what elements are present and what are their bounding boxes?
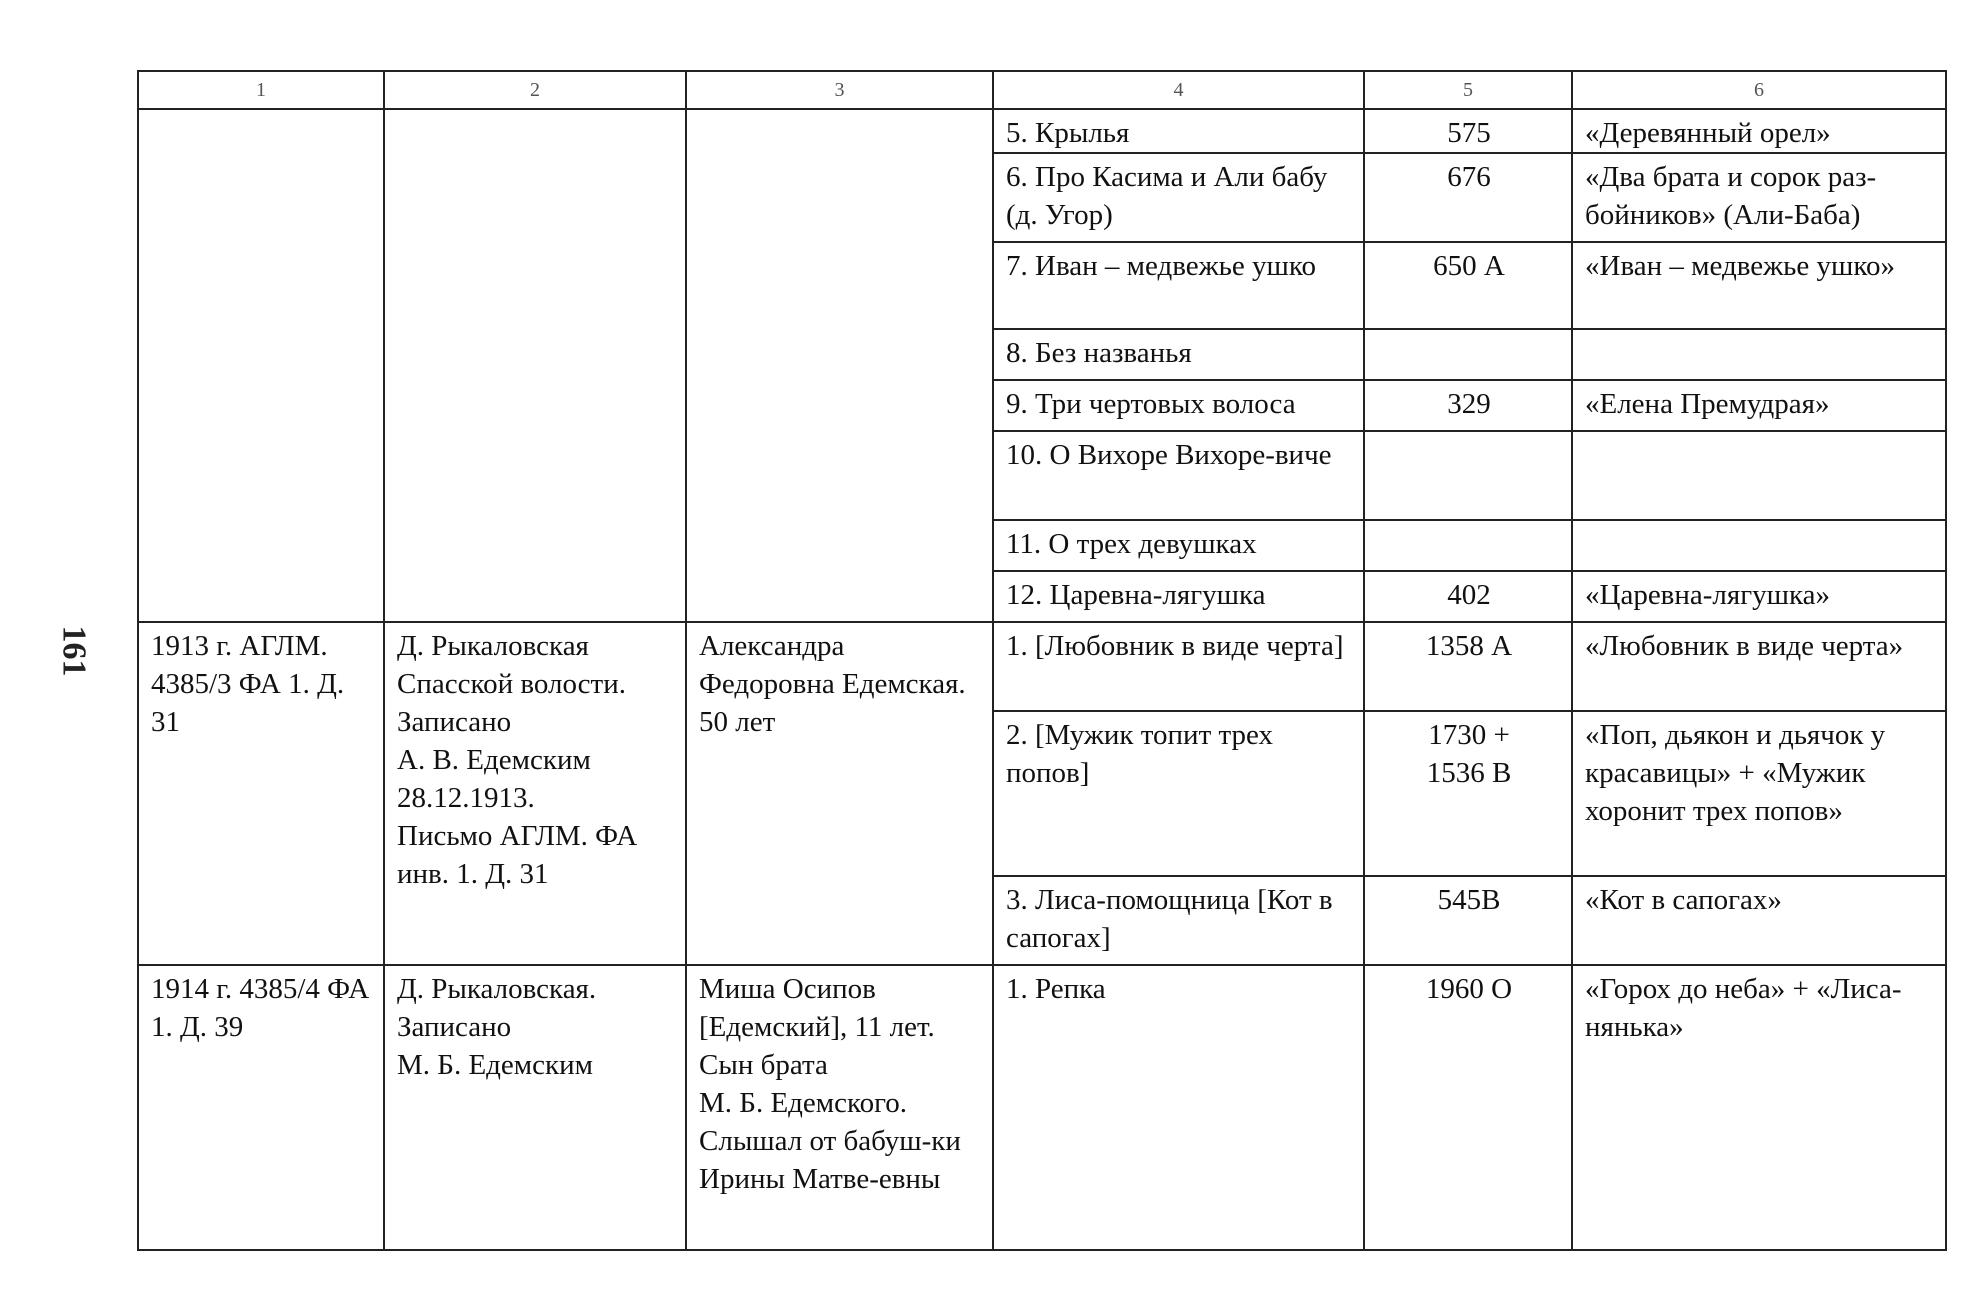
tale-analog: «Елена Премудрая» — [1572, 380, 1946, 431]
tale-analog: «Любовник в виде черта» — [1572, 622, 1946, 711]
tale-type: 402 — [1364, 571, 1572, 622]
tale-title: 3. Лиса-помощница [Кот в сапогах] — [993, 876, 1364, 965]
tale-type: 650 А — [1364, 242, 1572, 329]
tale-title: 6. Про Касима и Али бабу (д. Угор) — [993, 153, 1364, 242]
table-row — [138, 622, 1946, 711]
record-col2 — [384, 109, 686, 622]
record-col3: Александра Федоровна Едемская. 50 лет — [686, 622, 993, 965]
record-col2: Д. Рыкаловская. Записано М. Б. Едемским — [384, 965, 686, 1250]
tale-analog: «Иван – медвежье ушко» — [1572, 242, 1946, 329]
tale-analog: «Поп, дьякон и дьячок у красавицы» + «Мужик хоронит трех попов» — [1572, 711, 1946, 876]
column-header: 6 — [1572, 71, 1946, 109]
table-row — [138, 965, 1946, 1250]
column-header: 2 — [384, 71, 686, 109]
page-number: 161 — [55, 625, 93, 677]
tale-title: 7. Иван – медвежье ушко — [993, 242, 1364, 329]
record-col1: 1914 г. 4385/4 ФА 1. Д. 39 — [138, 965, 384, 1250]
tale-title: 1. Репка — [993, 965, 1364, 1250]
record-col3: Миша Осипов [Едемский], 11 лет. Сын брата М. Б. Едемского. Слышал от бабуш-ки Ирины Матве-евны — [686, 965, 993, 1250]
record-col2: Д. Рыкаловская Спасской волости. Записано А. В. Едемским 28.12.1913. Письмо АГЛМ. ФА инв. 1. Д. 31 — [384, 622, 686, 965]
tale-type — [1364, 329, 1572, 380]
tale-analog — [1572, 329, 1946, 380]
tale-title: 9. Три чертовых волоса — [993, 380, 1364, 431]
tale-type: 329 — [1364, 380, 1572, 431]
tale-analog: «Два брата и сорок раз-бойников» (Али-Баба) — [1572, 153, 1946, 242]
tale-title: 8. Без названья — [993, 329, 1364, 380]
tale-analog: «Царевна-лягушка» — [1572, 571, 1946, 622]
tale-type: 676 — [1364, 153, 1572, 242]
table-row — [138, 109, 1946, 153]
tale-title: 1. [Любовник в виде черта] — [993, 622, 1364, 711]
tale-type: 575 — [1364, 109, 1572, 153]
tale-title: 2. [Мужик топит трех попов] — [993, 711, 1364, 876]
tale-analog: «Деревянный орел» — [1572, 109, 1946, 153]
tale-type: 1358 А — [1364, 622, 1572, 711]
record-col1 — [138, 109, 384, 622]
record-col1: 1913 г. АГЛМ. 4385/3 ФА 1. Д. 31 — [138, 622, 384, 965]
tale-title: 12. Царевна-лягушка — [993, 571, 1364, 622]
tale-type — [1364, 520, 1572, 571]
tale-title: 11. О трех девушках — [993, 520, 1364, 571]
tale-analog — [1572, 431, 1946, 520]
record-col3 — [686, 109, 993, 622]
column-header: 1 — [138, 71, 384, 109]
tale-type: 1960 О — [1364, 965, 1572, 1250]
tale-analog: «Горох до неба» + «Лиса-нянька» — [1572, 965, 1946, 1250]
column-header: 4 — [993, 71, 1364, 109]
header-row — [138, 71, 1946, 109]
column-header: 5 — [1364, 71, 1572, 109]
tale-analog: «Кот в сапогах» — [1572, 876, 1946, 965]
tale-type: 1730 + 1536 В — [1364, 711, 1572, 876]
tale-analog — [1572, 520, 1946, 571]
column-header: 3 — [686, 71, 993, 109]
folk-tales-table — [137, 70, 1947, 1251]
tale-title: 10. О Вихоре Вихоре-виче — [993, 431, 1364, 520]
tale-type: 545В — [1364, 876, 1572, 965]
tale-title: 5. Крылья — [993, 109, 1364, 153]
tale-type — [1364, 431, 1572, 520]
